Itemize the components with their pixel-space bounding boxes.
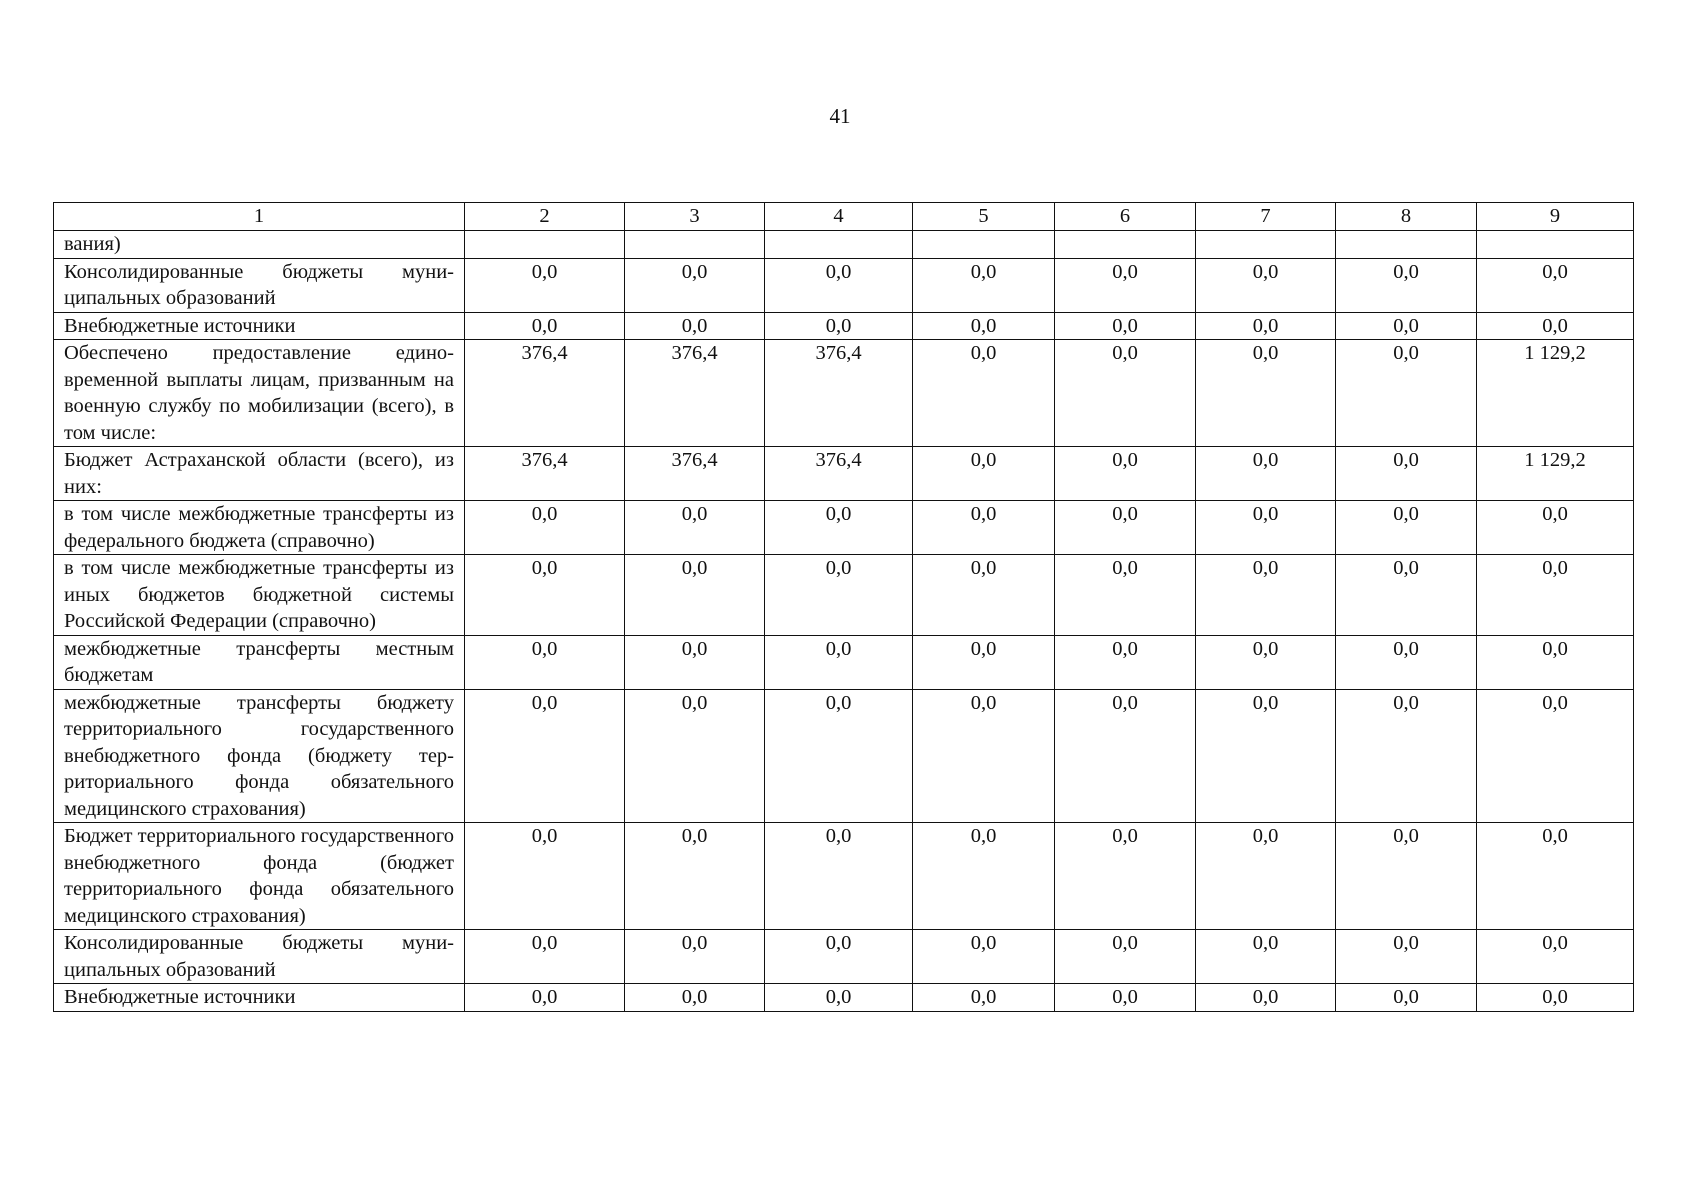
- row-value-col-2: 0,0: [465, 258, 625, 312]
- row-value-col-4: 0,0: [765, 312, 913, 340]
- column-header-7: 7: [1196, 203, 1336, 231]
- row-value-col-8: 0,0: [1336, 984, 1477, 1012]
- row-value-col-5: 0,0: [913, 312, 1055, 340]
- row-value-col-7: 0,0: [1196, 689, 1336, 823]
- row-value-col-3: [625, 231, 765, 259]
- row-value-col-3: 376,4: [625, 340, 765, 447]
- row-value-col-8: 0,0: [1336, 447, 1477, 501]
- row-value-col-4: 0,0: [765, 635, 913, 689]
- column-header-6: 6: [1055, 203, 1196, 231]
- table-row: [54, 447, 1634, 501]
- row-value-col-3: 0,0: [625, 501, 765, 555]
- row-value-col-7: [1196, 231, 1336, 259]
- table-body: [54, 231, 1634, 1012]
- row-value-col-3: 0,0: [625, 258, 765, 312]
- row-value-col-8: 0,0: [1336, 312, 1477, 340]
- row-value-col-2: [465, 231, 625, 259]
- row-label: Обеспечено предоставление единовременной выплаты лицам, призванным на военную службу по мобилизации (всего), в том числе:: [54, 340, 465, 447]
- row-value-col-5: 0,0: [913, 555, 1055, 636]
- table-row: [54, 635, 1634, 689]
- row-value-col-9: 1 129,2: [1477, 447, 1634, 501]
- row-value-col-7: 0,0: [1196, 258, 1336, 312]
- column-header-5: 5: [913, 203, 1055, 231]
- row-label: Бюджет Астраханской области (всего), из них:: [54, 447, 465, 501]
- row-value-col-6: 0,0: [1055, 930, 1196, 984]
- row-label: межбюджетные трансферты бюджету территориального государственного внебюджетного фонда (бюджету территориального фонда обязательного медицинского страхования): [54, 689, 465, 823]
- column-header-9: 9: [1477, 203, 1634, 231]
- row-value-col-9: 0,0: [1477, 555, 1634, 636]
- row-value-col-6: 0,0: [1055, 635, 1196, 689]
- table-row: [54, 340, 1634, 447]
- table-row: [54, 823, 1634, 930]
- row-value-col-3: 0,0: [625, 823, 765, 930]
- row-value-col-4: 0,0: [765, 258, 913, 312]
- row-value-col-4: [765, 231, 913, 259]
- table-row: [54, 689, 1634, 823]
- row-value-col-6: 0,0: [1055, 447, 1196, 501]
- table-row: [54, 258, 1634, 312]
- table-row: [54, 312, 1634, 340]
- row-value-col-6: 0,0: [1055, 689, 1196, 823]
- row-value-col-4: 0,0: [765, 555, 913, 636]
- row-label: вания): [54, 231, 465, 259]
- row-value-col-2: 0,0: [465, 823, 625, 930]
- row-value-col-5: [913, 231, 1055, 259]
- row-value-col-9: 0,0: [1477, 635, 1634, 689]
- row-value-col-2: 0,0: [465, 984, 625, 1012]
- row-value-col-8: 0,0: [1336, 340, 1477, 447]
- row-label: Консолидированные бюджеты муниципальных образований: [54, 930, 465, 984]
- table-row: [54, 930, 1634, 984]
- page-number: 41: [829, 104, 851, 128]
- row-value-col-5: 0,0: [913, 447, 1055, 501]
- row-value-col-8: 0,0: [1336, 635, 1477, 689]
- row-value-col-4: 0,0: [765, 823, 913, 930]
- row-label: в том числе межбюджетные трансферты из иных бюджетов бюджетной системы Российской Федерации (справочно): [54, 555, 465, 636]
- row-value-col-6: 0,0: [1055, 555, 1196, 636]
- column-header-3: 3: [625, 203, 765, 231]
- row-label: межбюджетные трансферты местным бюджетам: [54, 635, 465, 689]
- row-value-col-6: 0,0: [1055, 312, 1196, 340]
- row-value-col-4: 0,0: [765, 501, 913, 555]
- table-row: [54, 984, 1634, 1012]
- row-value-col-5: 0,0: [913, 258, 1055, 312]
- row-label: Консолидированные бюджеты муниципальных образований: [54, 258, 465, 312]
- row-value-col-6: 0,0: [1055, 984, 1196, 1012]
- row-value-col-5: 0,0: [913, 340, 1055, 447]
- row-value-col-7: 0,0: [1196, 555, 1336, 636]
- row-value-col-8: 0,0: [1336, 930, 1477, 984]
- row-value-col-4: 0,0: [765, 930, 913, 984]
- row-value-col-9: 0,0: [1477, 689, 1634, 823]
- column-header-1: 1: [54, 203, 465, 231]
- column-header-2: 2: [465, 203, 625, 231]
- row-value-col-7: 0,0: [1196, 501, 1336, 555]
- row-value-col-2: 0,0: [465, 555, 625, 636]
- row-value-col-9: 0,0: [1477, 258, 1634, 312]
- row-value-col-5: 0,0: [913, 689, 1055, 823]
- table-row: [54, 231, 1634, 259]
- row-value-col-4: 376,4: [765, 447, 913, 501]
- row-value-col-8: 0,0: [1336, 258, 1477, 312]
- row-value-col-9: 0,0: [1477, 930, 1634, 984]
- row-value-col-3: 0,0: [625, 635, 765, 689]
- row-value-col-2: 0,0: [465, 501, 625, 555]
- row-label: Внебюджетные источники: [54, 312, 465, 340]
- budget-table: [53, 202, 1634, 1012]
- row-value-col-6: 0,0: [1055, 258, 1196, 312]
- row-value-col-5: 0,0: [913, 823, 1055, 930]
- row-value-col-2: 0,0: [465, 312, 625, 340]
- row-value-col-2: 0,0: [465, 689, 625, 823]
- row-value-col-2: 376,4: [465, 340, 625, 447]
- row-label: Бюджет территориального государственного внебюджетного фонда (бюджет территориального фонда обязательного медицинского страхования): [54, 823, 465, 930]
- row-value-col-7: 0,0: [1196, 340, 1336, 447]
- row-value-col-3: 0,0: [625, 312, 765, 340]
- row-value-col-8: 0,0: [1336, 555, 1477, 636]
- row-value-col-9: 0,0: [1477, 984, 1634, 1012]
- row-value-col-4: 376,4: [765, 340, 913, 447]
- row-value-col-8: 0,0: [1336, 689, 1477, 823]
- table-row: [54, 555, 1634, 636]
- row-value-col-6: 0,0: [1055, 340, 1196, 447]
- row-value-col-2: 376,4: [465, 447, 625, 501]
- row-value-col-8: [1336, 231, 1477, 259]
- row-value-col-9: 0,0: [1477, 501, 1634, 555]
- row-value-col-2: 0,0: [465, 930, 625, 984]
- row-value-col-4: 0,0: [765, 689, 913, 823]
- row-value-col-3: 0,0: [625, 984, 765, 1012]
- row-value-col-4: 0,0: [765, 984, 913, 1012]
- row-value-col-9: 0,0: [1477, 312, 1634, 340]
- column-header-8: 8: [1336, 203, 1477, 231]
- row-label: в том числе межбюджетные трансферты из федерального бюджета (справочно): [54, 501, 465, 555]
- row-value-col-3: 376,4: [625, 447, 765, 501]
- row-label: Внебюджетные источники: [54, 984, 465, 1012]
- row-value-col-3: 0,0: [625, 930, 765, 984]
- row-value-col-5: 0,0: [913, 984, 1055, 1012]
- row-value-col-9: [1477, 231, 1634, 259]
- row-value-col-7: 0,0: [1196, 447, 1336, 501]
- row-value-col-5: 0,0: [913, 635, 1055, 689]
- header-row: [54, 203, 1634, 231]
- row-value-col-7: 0,0: [1196, 930, 1336, 984]
- row-value-col-7: 0,0: [1196, 823, 1336, 930]
- row-value-col-5: 0,0: [913, 930, 1055, 984]
- row-value-col-5: 0,0: [913, 501, 1055, 555]
- row-value-col-3: 0,0: [625, 555, 765, 636]
- row-value-col-8: 0,0: [1336, 823, 1477, 930]
- row-value-col-9: 1 129,2: [1477, 340, 1634, 447]
- row-value-col-7: 0,0: [1196, 984, 1336, 1012]
- row-value-col-6: [1055, 231, 1196, 259]
- row-value-col-6: 0,0: [1055, 823, 1196, 930]
- row-value-col-8: 0,0: [1336, 501, 1477, 555]
- column-header-4: 4: [765, 203, 913, 231]
- row-value-col-9: 0,0: [1477, 823, 1634, 930]
- row-value-col-3: 0,0: [625, 689, 765, 823]
- table-row: [54, 501, 1634, 555]
- row-value-col-7: 0,0: [1196, 635, 1336, 689]
- row-value-col-6: 0,0: [1055, 501, 1196, 555]
- row-value-col-7: 0,0: [1196, 312, 1336, 340]
- row-value-col-2: 0,0: [465, 635, 625, 689]
